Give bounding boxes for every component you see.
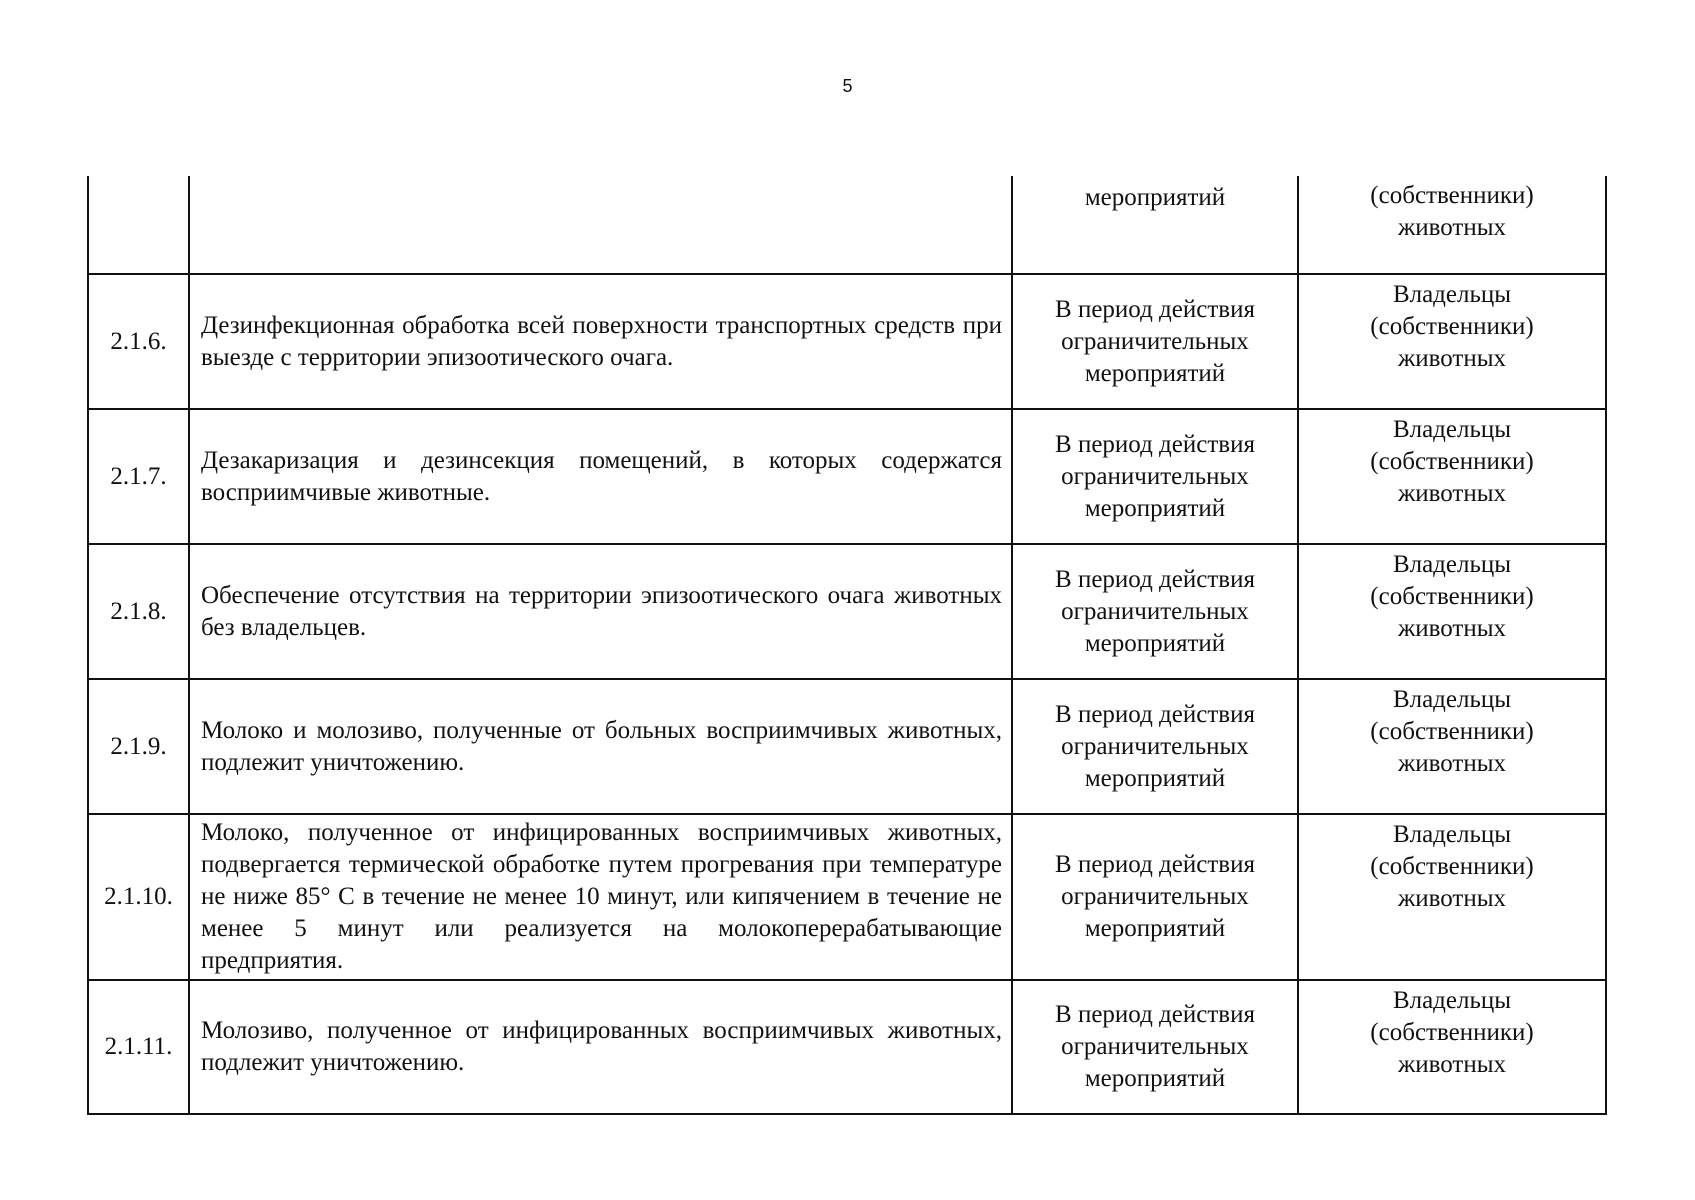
responsible-line: Владельцы [1392, 686, 1512, 713]
responsible-line: (собственники) [1370, 583, 1534, 610]
table-row [88, 814, 1606, 980]
cell-number: 2.1.11. [88, 980, 189, 1114]
period-line: В период действия [1055, 295, 1255, 323]
page-number: 5 [842, 76, 853, 96]
period-line: ограничительных [1061, 732, 1249, 760]
cell-measure: Обеспечение отсутствия на территории эпизоотического очага животных без владельцев. [189, 544, 1012, 679]
period-line: ограничительных [1061, 327, 1249, 355]
cell-measure [189, 176, 1012, 274]
responsible-line: животных [1397, 214, 1507, 241]
period-line: мероприятий [1084, 915, 1226, 942]
period-line: мероприятий [1084, 629, 1226, 657]
cell-measure: Молозиво, полученное от инфицированных восприимчивых животных, подлежит уничтожению. [189, 980, 1012, 1114]
cell-period [1012, 814, 1298, 980]
responsible-line: (собственники) [1370, 1019, 1534, 1046]
responsible-line: (собственники) [1370, 853, 1534, 880]
cell-responsible [1298, 814, 1606, 980]
period-line: мероприятий [1084, 359, 1226, 387]
cell-period [1012, 176, 1298, 274]
cell-number: 2.1.7. [88, 409, 189, 544]
cell-responsible [1298, 176, 1606, 274]
period-line: ограничительных [1061, 1033, 1249, 1060]
period-line: В период действия [1055, 430, 1255, 458]
period-line: ограничительных [1061, 462, 1249, 490]
cell-number [88, 176, 189, 274]
responsible-line: Владельцы [1392, 821, 1512, 848]
cell-period [1012, 980, 1298, 1114]
table-row [88, 409, 1606, 544]
responsible-line: (собственники) [1370, 718, 1534, 745]
table-row [88, 274, 1606, 409]
responsible-line: животных [1397, 1051, 1507, 1078]
cell-measure: Молоко и молозиво, полученные от больных восприимчивых животных, подлежит уничтожению. [189, 679, 1012, 814]
responsible-line: животных [1397, 750, 1507, 777]
cell-measure: Дезинфекционная обработка всей поверхности транспортных средств при выезде с территории эпизоотического очага. [189, 274, 1012, 409]
responsible-line: животных [1397, 345, 1507, 372]
cell-number: 2.1.6. [88, 274, 189, 409]
responsible-line: (собственники) [1370, 313, 1534, 340]
responsible-line: (собственники) [1370, 182, 1534, 209]
period-line: мероприятий [1084, 764, 1226, 792]
cell-responsible [1298, 544, 1606, 679]
period-line: мероприятий [1084, 494, 1226, 522]
cell-period [1012, 409, 1298, 544]
cell-number: 2.1.9. [88, 679, 189, 814]
table-row [88, 980, 1606, 1114]
cell-responsible [1298, 679, 1606, 814]
responsible-line: Владельцы [1392, 281, 1512, 308]
cell-number: 2.1.10. [88, 814, 189, 980]
period-line: В период действия [1055, 1001, 1255, 1028]
responsible-line: Владельцы [1392, 987, 1512, 1014]
period-line: ограничительных [1061, 597, 1249, 625]
cell-period [1012, 274, 1298, 409]
period-line: В период действия [1055, 565, 1255, 593]
period-line: ограничительных [1061, 883, 1249, 910]
responsible-line: животных [1397, 480, 1507, 507]
responsible-line: Владельцы [1392, 551, 1512, 578]
table-row-continuation [88, 176, 1606, 274]
period-line: мероприятий [1084, 1065, 1226, 1092]
table-row [88, 544, 1606, 679]
period-line: В период действия [1055, 851, 1255, 878]
responsible-line: животных [1397, 615, 1507, 642]
period-line: В период действия [1055, 700, 1255, 728]
measures-table [87, 176, 1607, 1115]
responsible-line: (собственники) [1370, 448, 1534, 475]
cell-responsible [1298, 980, 1606, 1114]
responsible-line: животных [1397, 885, 1507, 912]
cell-responsible [1298, 274, 1606, 409]
cell-period [1012, 544, 1298, 679]
cell-measure: Дезакаризация и дезинсекция помещений, в которых содержатся восприимчивые животные. [189, 409, 1012, 544]
cell-period [1012, 679, 1298, 814]
period-line: мероприятий [1084, 184, 1226, 211]
cell-measure: Молоко, полученное от инфицированных восприимчивых животных, подвергается термической обработке путем прогревания при температуре не ниже 85° С в течение не менее 10 минут, или кипячением в течение не менее 5 минут или реализуется на молокоперерабатывающие предприятия. [189, 814, 1012, 980]
cell-responsible [1298, 409, 1606, 544]
cell-number: 2.1.8. [88, 544, 189, 679]
table-row [88, 679, 1606, 814]
responsible-line: Владельцы [1392, 416, 1512, 443]
